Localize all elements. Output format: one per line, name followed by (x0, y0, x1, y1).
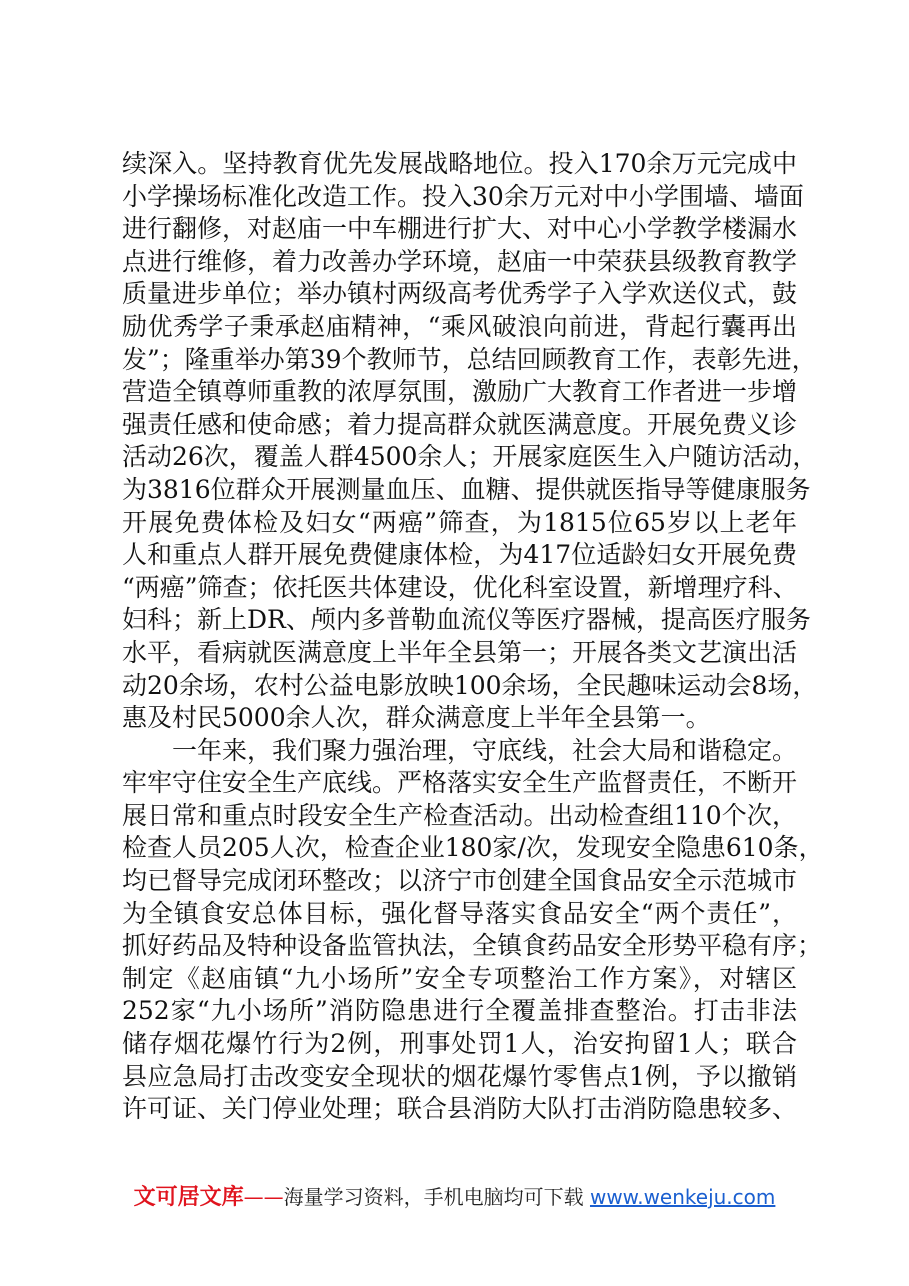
text-line: 为全镇食安总体目标，强化督导落实食品安全“两个责任”， (122, 898, 797, 928)
text-line: 一年来，我们聚力强治理，守底线，社会大局和谐稳定。 (172, 735, 798, 765)
text-line: 惠及村民5000余人次，群众满意度上半年全县第一。 (122, 703, 711, 733)
text-line: 县应急局打击改变安全现状的烟花爆竹零售点1例，予以撤销 (122, 1061, 797, 1091)
paragraph-education-health (122, 148, 818, 735)
text-line: 人和重点人群开展免费健康体检，为417位适龄妇女开展免费 (122, 540, 797, 570)
text-line: 展日常和重点时段安全生产检查活动。出动检查组110个次， (122, 800, 797, 830)
text-line: 储存烟花爆竹行为2例，刑事处罚1人，治安拘留1人；联合 (122, 1029, 797, 1059)
text-line: 进行翻修，对赵庙一中车棚进行扩大、对中心小学教学楼漏水 (122, 214, 798, 244)
text-line: 制定《赵庙镇“九小场所”安全专项整治工作方案》，对辖区 (122, 963, 797, 993)
text-line: 252家“九小场所”消防隐患进行全覆盖排查整治。打击非法 (122, 996, 797, 1026)
footer-url-link[interactable]: www.wenkeju.com (589, 1185, 776, 1209)
text-line: 点进行维修，着力改善办学环境，赵庙一中荣获县级教育教学 (122, 246, 798, 276)
text-line: 水平，看病就医满意度上半年全县第一；开展各类文艺演出活 (122, 637, 798, 667)
text-line: “两癌”筛查；依托医共体建设，优化科室设置，新增理疗科、 (122, 572, 798, 602)
text-line: 励优秀学子秉承赵庙精神，“乘风破浪向前进，背起行囊再出 (122, 311, 797, 341)
text-line: 均已督导完成闭环整改；以济宁市创建全国食品安全示范城市 (122, 866, 798, 896)
footer-banner (0, 1182, 909, 1213)
text-line: 营造全镇尊师重教的浓厚氛围，激励广大教育工作者进一步增 (122, 377, 798, 407)
text-line: 开展免费体检及妇女“两癌”筛查，为1815位65岁以上老年 (122, 507, 797, 537)
text-line: 动20余场，农村公益电影放映100余场，全民趣味运动会8场， (122, 670, 818, 700)
text-line: 质量进步单位；举办镇村两级高考优秀学子入学欢送仪式，鼓 (122, 279, 798, 309)
document-body (122, 148, 824, 1126)
text-line: 活动26次，覆盖人群4500余人；开展家庭医生入户随访活动， (122, 442, 818, 472)
paragraph-safety-governance (122, 735, 824, 1126)
text-line: 检查人员205人次，检查企业180家/次，发现安全隐患610条， (122, 833, 824, 863)
text-line: 小学操场标准化改造工作。投入30余万元对中小学围墙、墙面 (122, 181, 804, 211)
text-line: 为3816位群众开展测量血压、血糖、提供就医指导等健康服务 (122, 474, 811, 504)
text-line: 妇科；新上DR、颅内多普勒血流仪等医疗器械，提高医疗服务 (122, 605, 811, 635)
footer-slogan: 海量学习资料，手机电脑均可下载 (283, 1185, 584, 1209)
text-line: 强责任感和使命感；着力提高群众就医满意度。开展免费义诊 (122, 409, 798, 439)
text-line: 牢牢守住安全生产底线。严格落实安全生产监督责任，不断开 (122, 768, 798, 798)
text-line: 发”；隆重举办第39个教师节，总结回顾教育工作，表彰先进， (122, 344, 817, 374)
footer-brand: 文可居文库 (133, 1185, 244, 1210)
text-line: 许可证、关门停业处理；联合县消防大队打击消防隐患较多、 (122, 1094, 798, 1124)
text-line: 续深入。坚持教育优先发展战略地位。投入170余万元完成中 (122, 149, 797, 178)
footer-dash: —— (243, 1185, 284, 1209)
text-line: 抓好药品及特种设备监管执法，全镇食药品安全形势平稳有序； (122, 931, 823, 961)
